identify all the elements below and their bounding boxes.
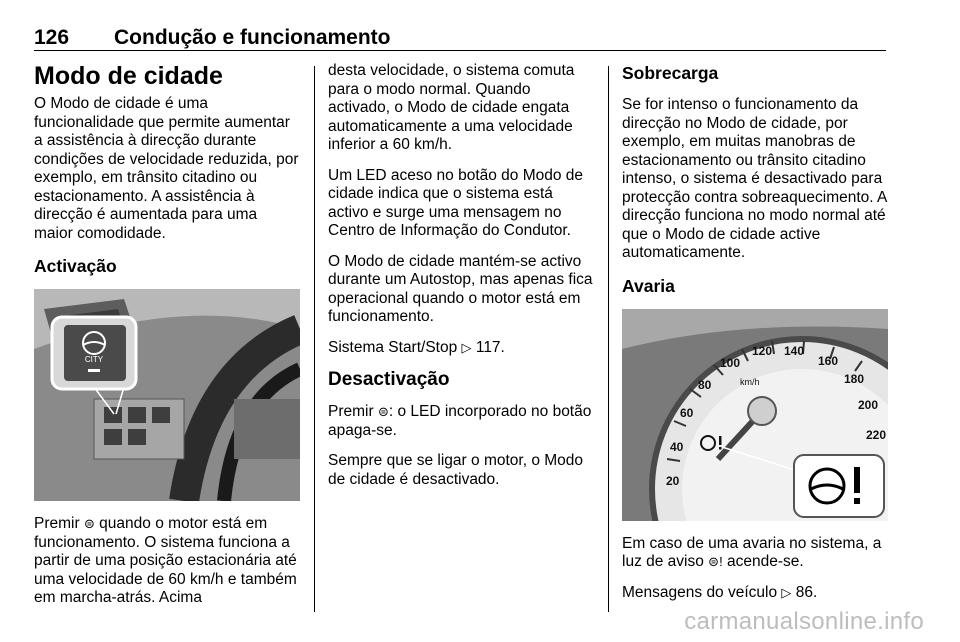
gauge-tick: 40: [670, 439, 684, 454]
triangle-right-icon: ▷: [461, 339, 472, 355]
column-divider: [608, 66, 609, 612]
column-2: [328, 62, 594, 501]
column-1: [34, 62, 300, 620]
paragraph: desta velocidade, o sistema comuta para o modo normal. Quando activado, o Modo de cidade engata automaticamente a uma velocidade inferior a 60 km/h.: [328, 62, 575, 153]
gauge-tick: 60: [680, 405, 694, 420]
triangle-right-icon: ▷: [781, 584, 792, 600]
speedometer-warning-photo: [622, 309, 888, 521]
subheading-overload: Sobrecarga: [622, 63, 719, 83]
steering-wheel-icon: ⊜: [377, 404, 389, 419]
subheading-fault: Avaria: [622, 275, 675, 296]
city-button-photo: [34, 289, 300, 501]
column-3: [622, 62, 888, 614]
paragraph: Se for intenso o funcionamento da direcção no Modo de cidade, por exemplo, em muitas manobras de estacionamento ou trânsito citadino intenso, o sistema é desactivado para protecção contra sobreaquecimento. A direcção funciona no modo normal até que o Modo de cidade active automaticamente.: [622, 96, 887, 261]
intro-paragraph: O Modo de cidade é uma funcionalidade que permite aumentar a assistência à direcção durante condições de velocidade reduzida, por exemplo, em trânsito citadino ou estacionamento. A assistência à direcção é aumentada para uma maior comodidade.: [34, 95, 299, 242]
gauge-tick: 200: [858, 397, 879, 412]
cross-reference: Sistema Start/Stop ▷ 117.: [328, 338, 505, 356]
gauge-tick: 80: [698, 377, 712, 392]
city-label: CITY: [84, 355, 104, 364]
watermark: carmanualsonline.info: [684, 608, 924, 635]
gauge-unit: km/h: [740, 376, 760, 387]
paragraph: Sempre que se ligar o motor, o Modo de cidade é desactivado.: [328, 452, 584, 488]
gauge-tick: 140: [784, 343, 805, 358]
running-title: Condução e funcionamento: [114, 26, 391, 49]
gauge-tick: 100: [720, 355, 741, 370]
steering-wheel-icon: ⊜: [83, 516, 95, 531]
column-divider: [314, 66, 315, 612]
cross-reference: Mensagens do veículo ▷ 86.: [622, 583, 818, 601]
subheading-deactivation: Desactivação: [328, 369, 450, 390]
gauge-tick: 160: [818, 353, 839, 368]
gauge-tick: 220: [866, 427, 887, 442]
activation-paragraph: Premir ⊜ quando o motor está em funcionamento. O sistema funciona a partir de uma posição estacionária até uma velocidade de 60 km/h e também em marcha-atrás. Acima: [34, 515, 297, 606]
paragraph: Um LED aceso no botão do Modo de cidade indica que o sistema está activo e surge uma mensagem no Centro de Informação do Condutor.: [328, 166, 584, 239]
gauge-tick: 120: [752, 343, 773, 358]
deactivation-paragraph: Premir ⊜: o LED incorporado no botão apaga-se.: [328, 403, 592, 439]
paragraph: O Modo de cidade mantém-se activo durante um Autostop, mas apenas fica operacional quando o motor está em funcionamento.: [328, 252, 593, 325]
fault-paragraph: Em caso de uma avaria no sistema, a luz de aviso ⊜! acende-se.: [622, 534, 882, 570]
page-number: 126: [34, 26, 70, 49]
steering-wheel-warning-icon: ⊜!: [708, 554, 723, 569]
section-heading: Modo de cidade: [34, 62, 223, 90]
gauge-tick: 180: [844, 371, 865, 386]
page-header: [34, 26, 886, 51]
subheading-activation: Activação: [34, 256, 117, 276]
gauge-tick: 20: [666, 473, 680, 488]
